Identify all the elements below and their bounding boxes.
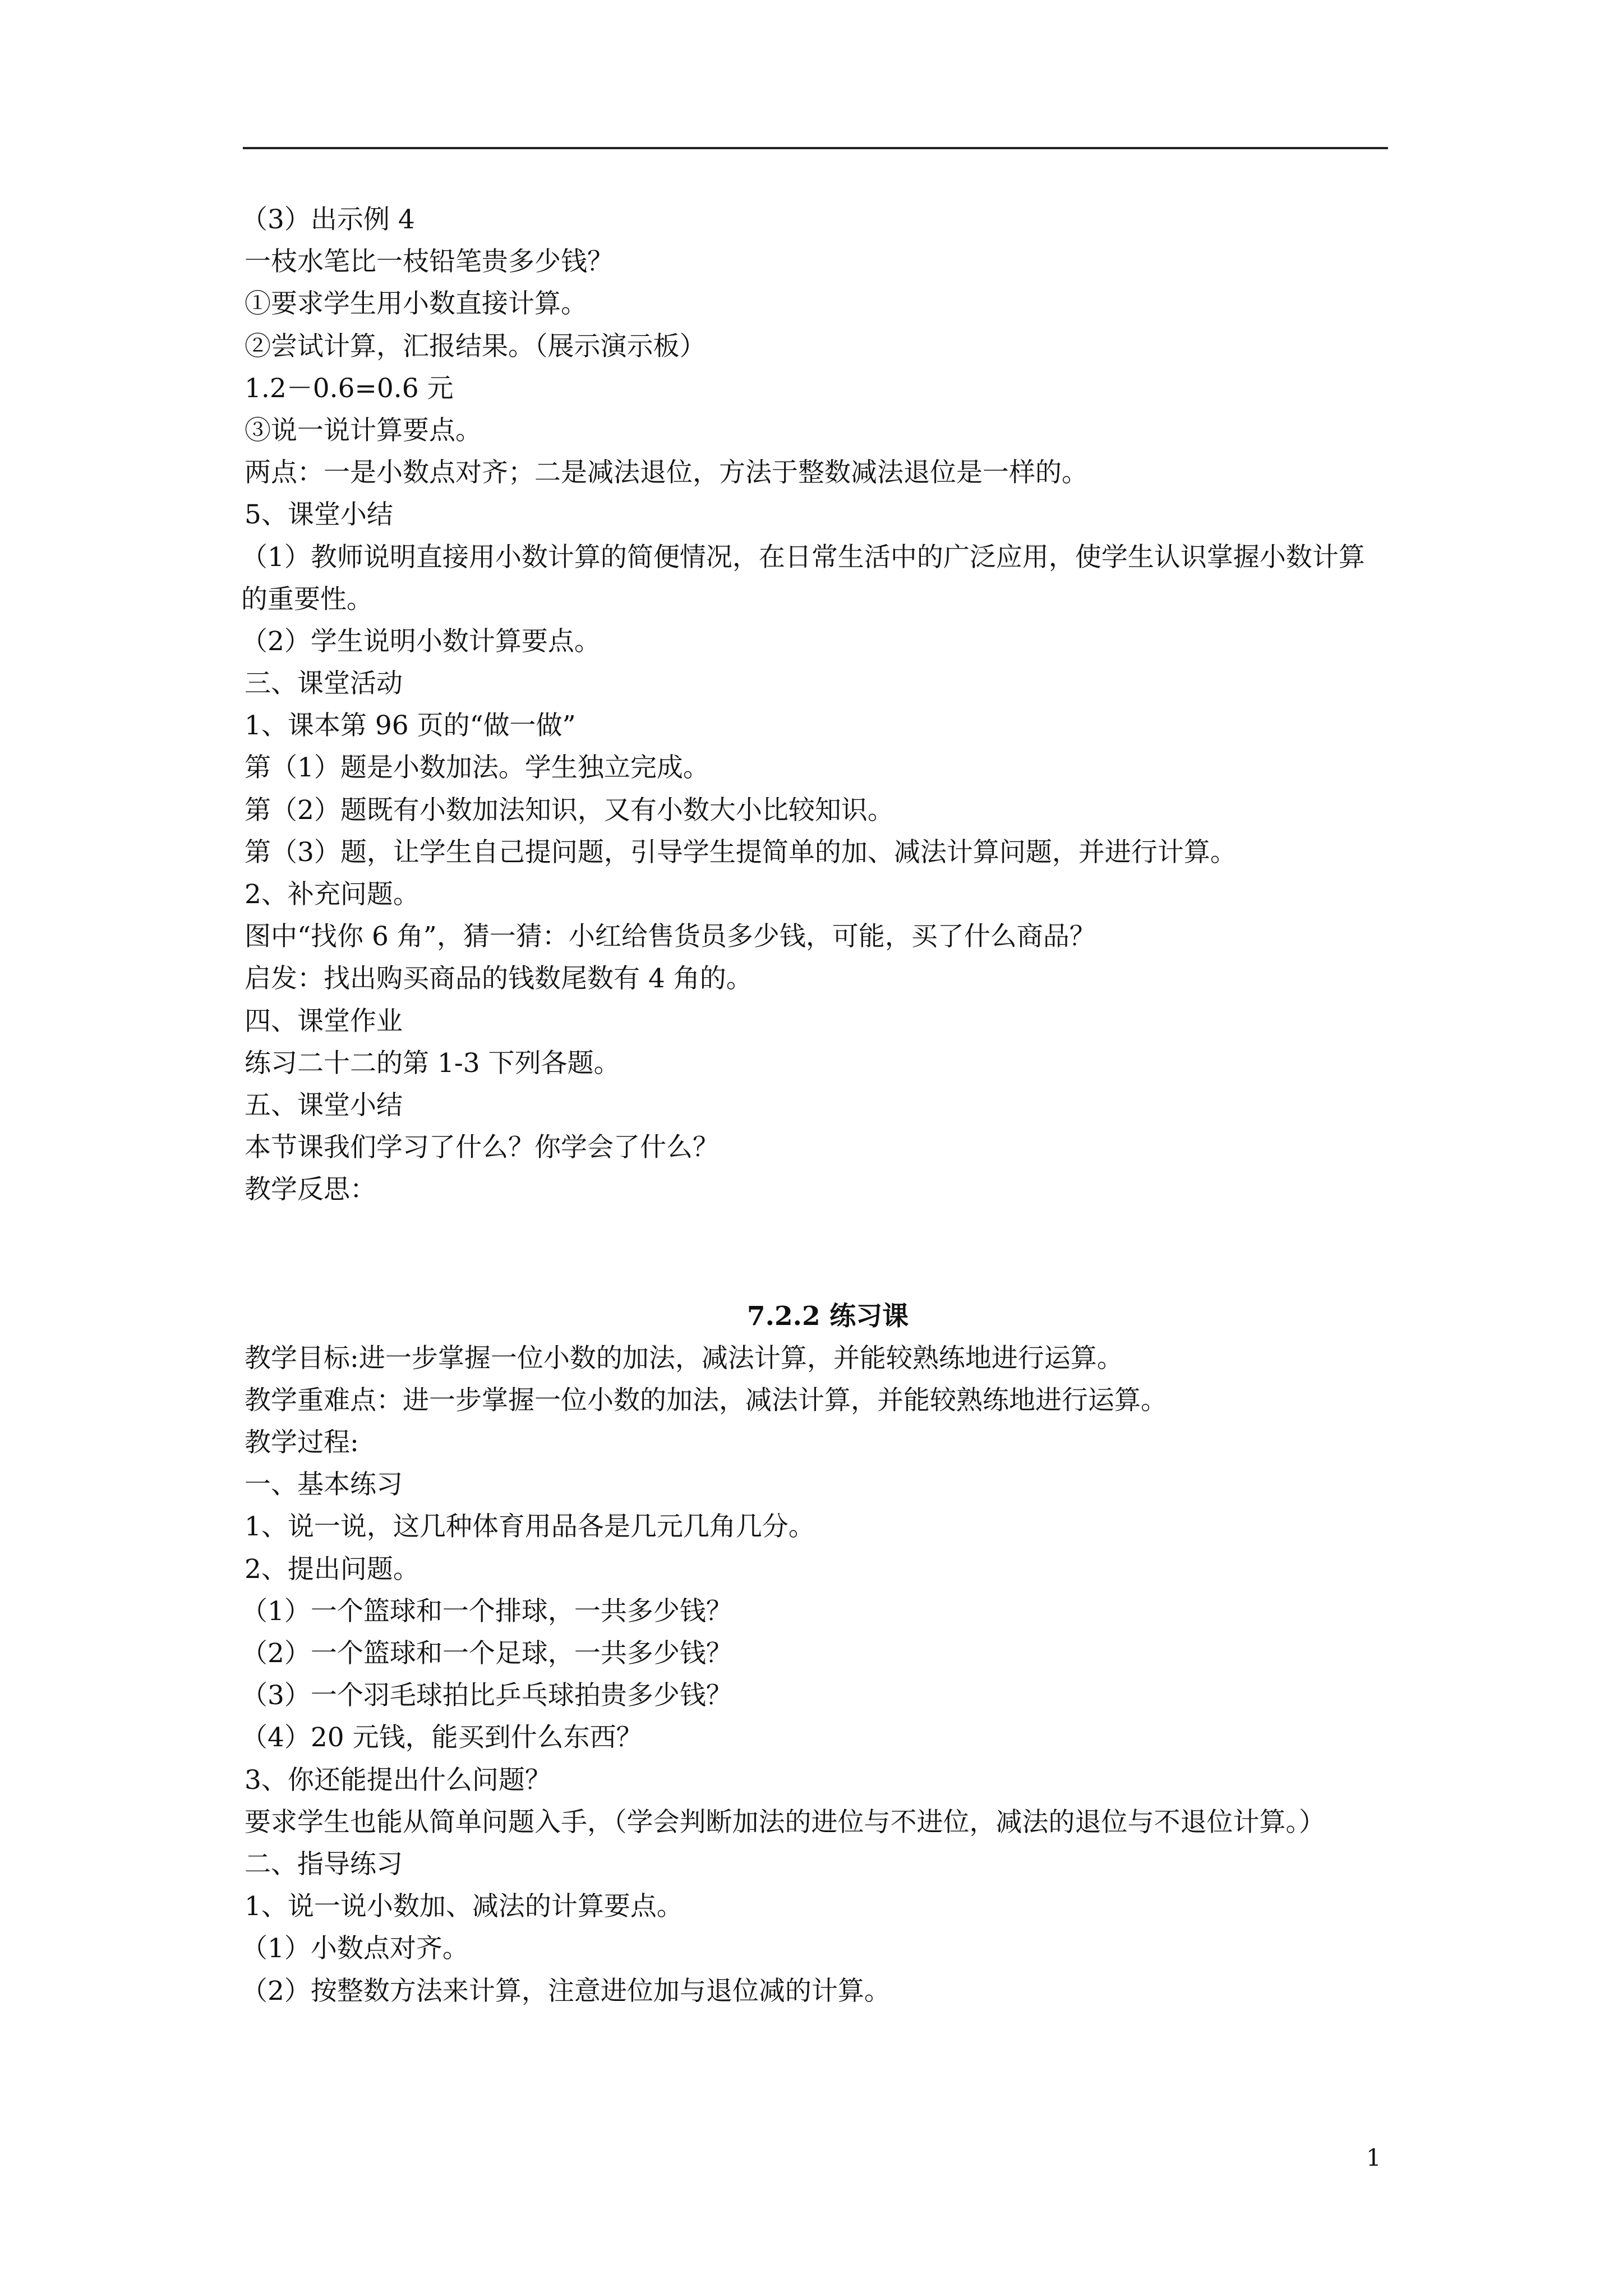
text-line: （2）一个篮球和一个足球，一共多少钱？ bbox=[241, 1638, 732, 1669]
text-line: 教学反思： bbox=[245, 1174, 376, 1205]
text-line: 3、你还能提出什么问题？ bbox=[245, 1764, 551, 1796]
text-line: 1、课本第 96 页的“做一做” bbox=[245, 710, 576, 742]
text-line: 1.2－0.6=0.6 元 bbox=[245, 372, 454, 404]
text-line: 教学重难点：进一步掌握一位小数的加法，减法计算，并能较熟练地进行运算。 bbox=[245, 1384, 1167, 1416]
text-line: 图中“找你 6 角”，猜一猜：小红给售货员多少钱，可能，买了什么商品？ bbox=[245, 921, 1096, 953]
text-paragraph: 要求学生也能从简单问题入手，（学会判断加法的进位与不进位，减法的退位与不退位计算。） bbox=[245, 1806, 1325, 1838]
text-line: 教学目标:进一步掌握一位小数的加法，减法计算，并能较熟练地进行运算。 bbox=[245, 1342, 1123, 1374]
page-number: 1 bbox=[1366, 2144, 1381, 2171]
section-title: 7.2.2 练习课 bbox=[746, 1300, 909, 1332]
text-line: ①要求学生用小数直接计算。 bbox=[245, 288, 587, 320]
text-paragraph: （1）教师说明直接用小数计算的简便情况，在日常生活中的广泛应用，使学生认识掌握小数计算的重要性。 bbox=[241, 541, 1365, 615]
section-spacer bbox=[245, 1211, 1389, 1295]
text-line: 第（2）题既有小数加法知识，又有小数大小比较知识。 bbox=[245, 794, 894, 826]
header-rule bbox=[243, 147, 1388, 149]
text-line: 教学过程: bbox=[245, 1427, 359, 1458]
text-line: 1、说一说小数加、减法的计算要点。 bbox=[245, 1891, 683, 1922]
text-line: （4）20 元钱，能买到什么东西？ bbox=[241, 1722, 643, 1754]
text-line: （2）按整数方法来计算，注意进位加与退位减的计算。 bbox=[241, 1975, 891, 2007]
text-line: 一枝水笔比一枝铅笔贵多少钱？ bbox=[245, 246, 614, 278]
text-line: （1）小数点对齐。 bbox=[241, 1933, 469, 1964]
text-line: 2、补充问题。 bbox=[245, 879, 419, 910]
text-line: ③说一说计算要点。 bbox=[245, 415, 482, 446]
text-line: 两点：一是小数点对齐；二是减法退位，方法于整数减法退位是一样的。 bbox=[245, 457, 1088, 489]
text-line: （1）一个篮球和一个排球，一共多少钱？ bbox=[241, 1595, 732, 1627]
text-line: 2、提出问题。 bbox=[245, 1553, 419, 1585]
text-line: 一、基本练习 bbox=[245, 1469, 403, 1501]
text-line: 二、指导练习 bbox=[245, 1848, 403, 1880]
text-line: 本节课我们学习了什么？你学会了什么？ bbox=[245, 1132, 719, 1163]
document-body bbox=[241, 199, 1389, 2012]
text-line: ②尝试计算，汇报结果。（展示演示板） bbox=[245, 330, 706, 362]
text-line: （3）出示例 4 bbox=[241, 204, 415, 235]
text-line: （3）一个羽毛球拍比乒乓球拍贵多少钱？ bbox=[241, 1680, 732, 1711]
text-line: 5、课堂小结 bbox=[245, 499, 393, 531]
text-line: 第（3）题，让学生自己提问题，引导学生提简单的加、减法计算问题，并进行计算。 bbox=[245, 836, 1237, 868]
text-line: 五、课堂小结 bbox=[245, 1089, 403, 1121]
text-line: 启发：找出购买商品的钱数尾数有 4 角的。 bbox=[245, 963, 753, 995]
text-line: 1、说一说，这几种体育用品各是几元几角几分。 bbox=[245, 1511, 815, 1543]
text-line: （2）学生说明小数计算要点。 bbox=[241, 625, 601, 657]
text-line: 四、课堂作业 bbox=[245, 1005, 403, 1037]
text-line: 三、课堂活动 bbox=[245, 668, 403, 700]
text-line: 第（1）题是小数加法。学生独立完成。 bbox=[245, 752, 709, 784]
text-line: 练习二十二的第 1-3 下列各题。 bbox=[245, 1047, 620, 1079]
